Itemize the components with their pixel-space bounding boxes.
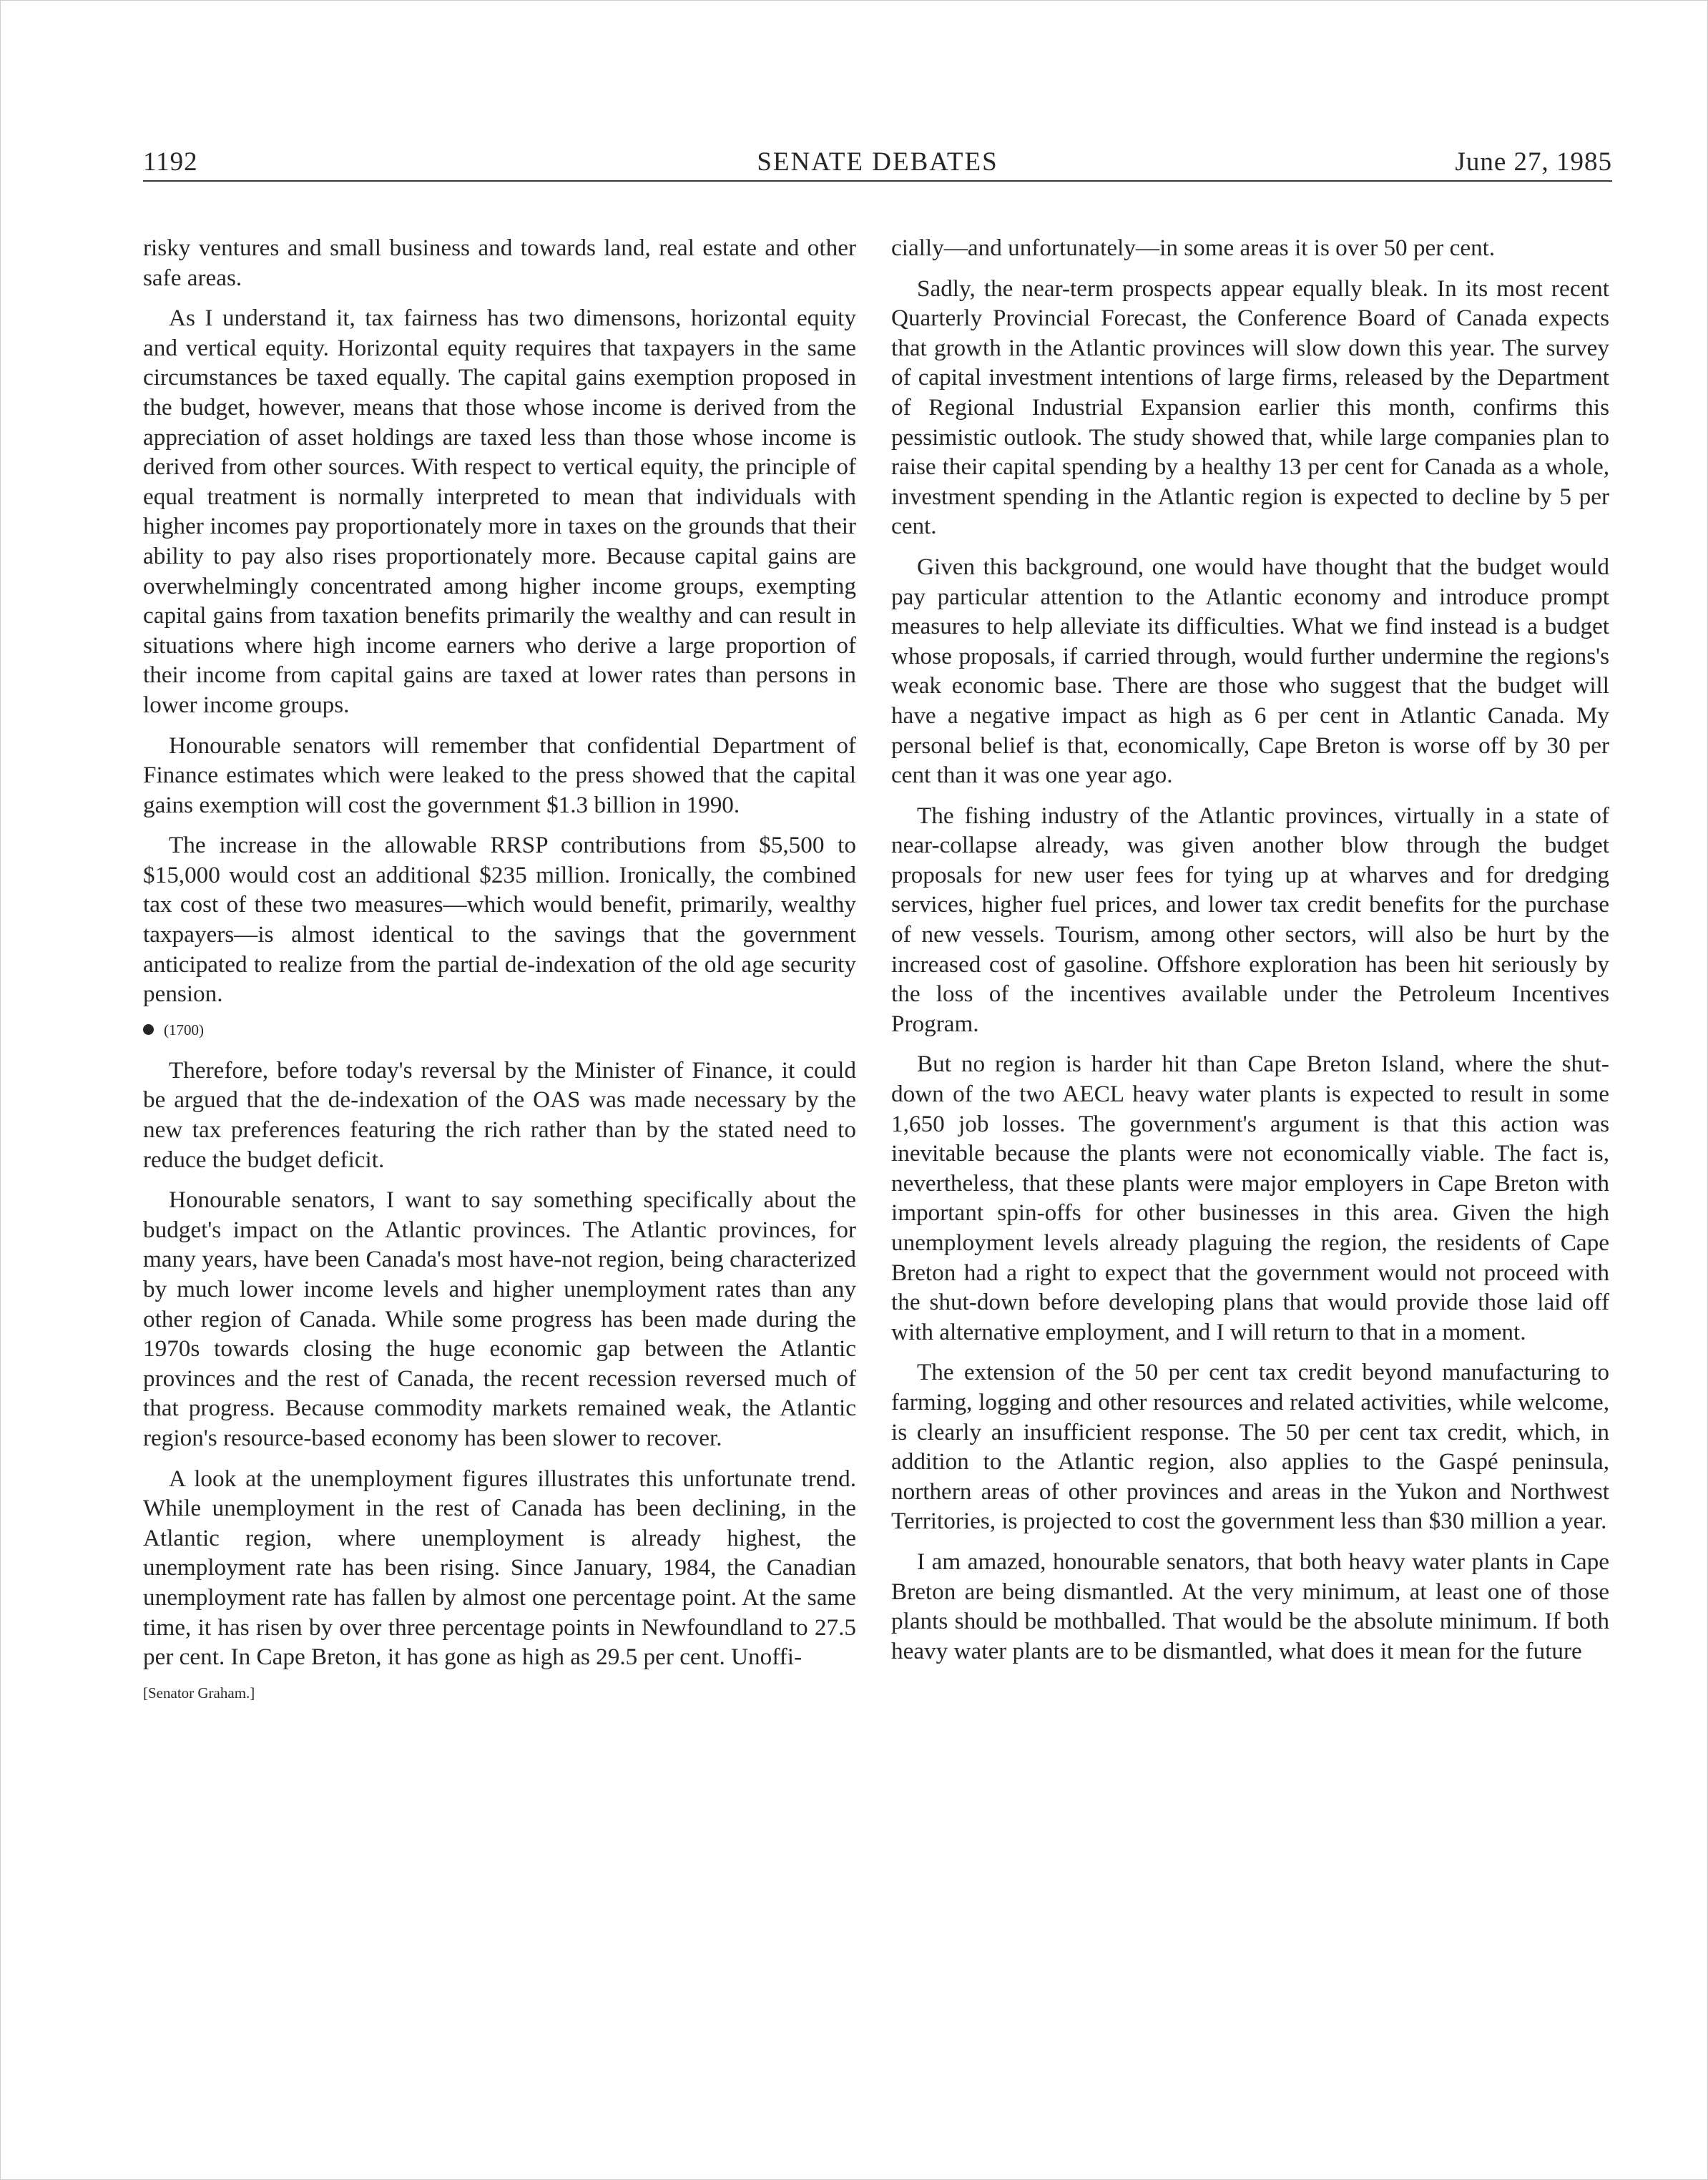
paragraph: A look at the unemployment figures illustrates this unfortunate trend. While unemployment in the rest of Canada has been declining, in the Atlantic region, where unemployment is already highest, the unemployment rate has been rising. Since January, 1984, the Canadian unemployment rate has fallen by almost one percentage point. At the same time, it has risen by over three percentage points in Newfoundland to 27.5 per cent. In Cape Breton, it has gone as high as 29.5 per cent. Unoffi-	[143, 1465, 856, 1671]
paragraph: risky ventures and small business and towards land, real estate and other safe areas.	[143, 235, 856, 291]
page-header	[143, 143, 1612, 182]
time-marker	[143, 1020, 856, 1040]
paragraph: I am amazed, honourable senators, that both heavy water plants in Cape Breton are being dismantled. At the very minimum, at least one of those plants should be mothballed. That would be the absolute minimum. If both heavy water plants are to be dismantled, what does it mean for the future	[891, 1548, 1609, 1664]
speaker-note: [Senator Graham.]	[143, 1684, 255, 1702]
paragraph: The extension of the 50 per cent tax credit beyond manufacturing to farming, logging and other resources and related activities, while welcome, is clearly an insufficient response. The 50 per cent tax credit, which, in addition to the Atlantic region, also applies to the Gaspé peninsula, northern areas of other provinces and areas in the Yukon and Northwest Territories, is projected to cost the government less than $30 million a year.	[891, 1359, 1609, 1535]
page-number: 1192	[143, 147, 198, 177]
time-marker-text: (1700)	[164, 1021, 204, 1039]
paragraph: cially—and unfortunately—in some areas it is over 50 per cent.	[891, 235, 1496, 261]
paragraph: As I understand it, tax fairness has two dimensons, horizontal equity and vertical equity. Horizontal equity requires that taxpayers in the same circumstances be taxed equally. The capital gains exemption proposed in the budget, however, means that those whose income is derived from the appreciation of asset holdings are taxed less than those whose income is derived from other sources. With respect to vertical equity, the principle of equal treatment is normally interpreted to mean that individuals with higher incomes pay proportionately more in taxes on the grounds that their ability to pay also rises proportionately more. Because capital gains are overwhelmingly concentrated among higher income groups, exempting capital gains from taxation benefits primarily the wealthy and can result in situations where high income earners who derive a large proportion of their income from capital gains are taxed at lower rates than persons in lower income groups.	[143, 305, 856, 718]
paragraph: Honourable senators will remember that confidential Department of Finance estimates which were leaked to the press showed that the capital gains exemption will cost the government $1.3 billion in 1990.	[143, 732, 856, 818]
paragraph: Therefore, before today's reversal by the Minister of Finance, it could be argued that the de-indexation of the OAS was made necessary by the new tax preferences featuring the rich rather than by the stated need to reduce the budget deficit.	[143, 1056, 856, 1173]
publication-title: SENATE DEBATES	[757, 147, 998, 177]
paragraph: Honourable senators, I want to say something specifically about the budget's impact on the Atlantic provinces. The Atlantic provinces, for many years, have been Canada's most have-not region, being characterized by much lower income levels and higher unemployment rates than any other region of Canada. While some progress has been made during the 1970s towards closing the huge economic gap between the Atlantic provinces and the rest of Canada, the recent recession reversed much of that progress. Because commodity markets remained weak, the Atlantic region's resource-based economy has been slower to recover.	[143, 1187, 856, 1451]
left-column	[143, 233, 856, 1703]
paragraph: The increase in the allowable RRSP contributions from $5,500 to $15,000 would cost an additional $235 million. Ironically, the combined tax cost of these two measures—which would benefit, primarily, wealthy taxpayers—is almost identical to the savings that the government anticipated to realize from the partial de-indexation of the old age security pension.	[143, 832, 856, 1008]
right-column	[891, 233, 1609, 1676]
bullet-dot-icon	[143, 1024, 154, 1035]
paragraph: The fishing industry of the Atlantic provinces, virtually in a state of near-collapse already, was given another blow through the budget proposals for new user fees for tying up at wharves and for dredging services, higher fuel prices, and lower tax credit benefits for the purchase of new vessels. Tourism, among other sectors, will also be hurt by the increased cost of gasoline. Offshore exploration has been hit seriously by the loss of the incentives available under the Petroleum Incentives Program.	[891, 802, 1609, 1037]
paragraph: But no region is harder hit than Cape Breton Island, where the shut-down of the two AECL heavy water plants is expected to result in some 1,650 job losses. The government's argument is that this action was inevitable because the plants were not economically viable. The fact is, nevertheless, that these plants were major employers in Cape Breton with important spin-offs for other businesses in this area. Given the high unemployment levels already plaguing the region, the residents of Cape Breton had a right to expect that the government would not proceed with the shut-down before developing plans that would provide those laid off with alternative employment, and I will return to that in a moment.	[891, 1051, 1609, 1345]
publication-date: June 27, 1985	[1455, 147, 1612, 177]
paragraph: Given this background, one would have thought that the budget would pay particular attention to the Atlantic economy and introduce prompt measures to help alleviate its difficulties. What we find instead is a budget whose proposals, if carried through, would further undermine the regions's weak economic base. There are those who suggest that the budget will have a negative impact as high as 6 per cent in Atlantic Canada. My personal belief is that, economically, Cape Breton is worse off by 30 per cent than it was one year ago.	[891, 553, 1609, 789]
paragraph: Sadly, the near-term prospects appear equally bleak. In its most recent Quarterly Provincial Forecast, the Conference Board of Canada expects that growth in the Atlantic provinces will slow down this year. The survey of capital investment intentions of large firms, released by the Department of Regional Industrial Expansion earlier this month, confirms this pessimistic outlook. The study showed that, while large companies plan to raise their capital spending by a healthy 13 per cent for Canada as a whole, investment spending in the Atlantic region is expected to decline by 5 per cent.	[891, 275, 1609, 540]
